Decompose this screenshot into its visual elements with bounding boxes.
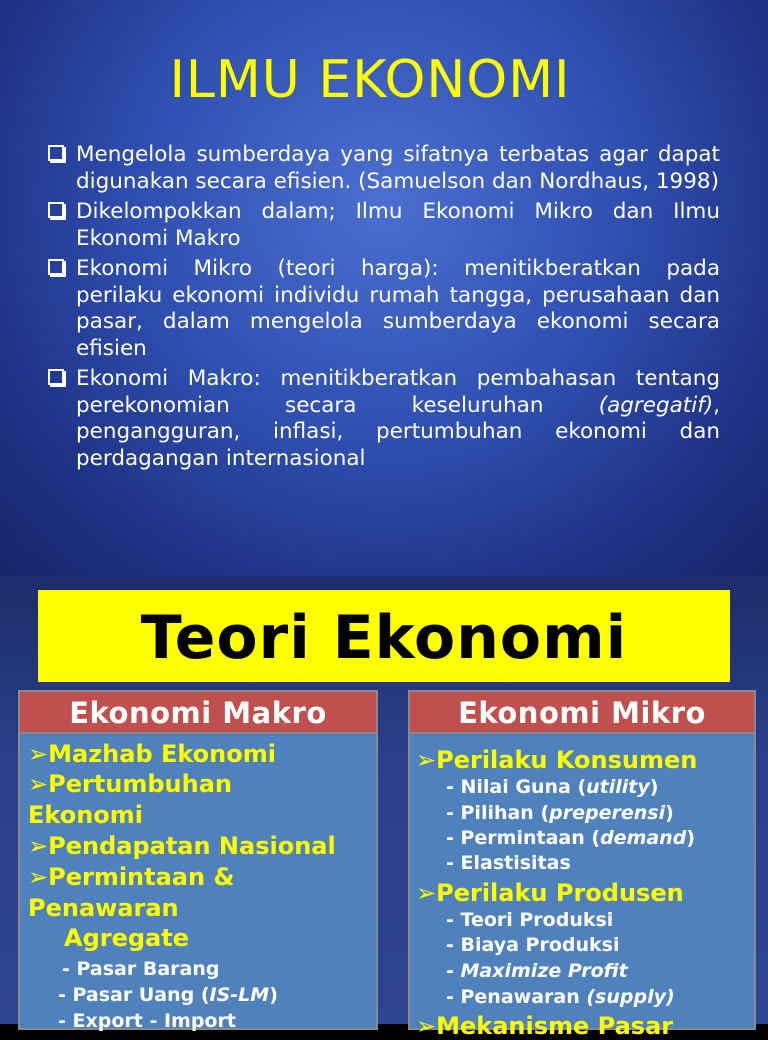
list-item: ➢Mazhab Ekonomi <box>28 740 276 768</box>
column-body <box>18 734 378 1030</box>
sub-item: - Pilihan (preperensi) <box>446 802 674 824</box>
bullet-text: Dikelompokkan dalam; Ilmu Ekonomi Mikro dan Ilmu Ekonomi Makro <box>76 199 720 251</box>
list-item: Ekonomi <box>28 801 144 829</box>
column-ekonomi-makro <box>18 690 378 1030</box>
slide-title: ILMU EKONOMI <box>169 50 571 110</box>
list-item: ➢Perilaku Produsen <box>416 879 684 907</box>
bullet-text-post: , pengangguran, inflasi, pertumbuhan ekonomi dan perdagangan internasional <box>76 392 720 471</box>
bullet-text: Ekonomi Mikro (teori harga): menitikberatkan pada perilaku ekonomi individu rumah tangga, perusahaan dan pasar, dalam mengelola sumberdaya ekonomi secara efisien <box>76 256 720 361</box>
sub-item: - Pasar Barang <box>62 958 220 980</box>
slide-title: Teori Ekonomi <box>140 603 628 673</box>
sub-item: - Export - Import <box>58 1010 236 1032</box>
bullet-item <box>46 256 720 362</box>
slide-teori-ekonomi <box>0 576 768 1040</box>
bullet-item <box>46 142 720 195</box>
checkbox-bullet-icon <box>48 202 64 218</box>
list-item: Penawaran <box>28 894 179 922</box>
checkbox-bullet-icon <box>48 259 64 275</box>
list-item: ➢Pendapatan Nasional <box>28 832 336 860</box>
sub-item: - Biaya Produksi <box>446 934 620 956</box>
sub-item: - Permintaan (demand) <box>446 827 695 849</box>
bullet-text-pre: Ekonomi Makro: menitikberatkan pembahasan tentang perekonomian secara keseluruhan <box>76 366 720 418</box>
column-header: Ekonomi Mikro <box>408 690 756 734</box>
sub-item: - Pasar Uang (IS-LM) <box>58 984 278 1006</box>
list-item: Agregate <box>64 924 189 952</box>
sub-item: - Penawaran (supply) <box>446 986 675 1008</box>
bullet-list <box>46 142 720 476</box>
bullet-item <box>46 199 720 252</box>
bullet-item <box>46 366 720 472</box>
bullet-text-italic: (agregatif) <box>598 392 714 418</box>
list-item: ➢Pertumbuhan <box>28 770 233 798</box>
checkbox-bullet-icon <box>48 369 64 385</box>
sub-item: - Maximize Profit <box>446 960 628 982</box>
bullet-text: Mengelola sumberdaya yang sifatnya terbatas agar dapat digunakan secara efisien. (Samuelson dan Nordhaus, 1998) <box>76 142 720 194</box>
sub-item: - Teori Produksi <box>446 909 614 931</box>
column-ekonomi-mikro <box>408 690 756 1040</box>
title-banner <box>38 590 730 682</box>
column-header: Ekonomi Makro <box>18 690 378 734</box>
sub-item: - Elastisitas <box>446 852 571 874</box>
column-body <box>408 734 756 1040</box>
sub-item: - Nilai Guna (utility) <box>446 776 659 798</box>
checkbox-bullet-icon <box>48 145 64 161</box>
list-item: ➢Permintaan & <box>28 863 235 891</box>
list-item: ➢Mekanisme Pasar <box>416 1012 674 1040</box>
list-item: ➢Perilaku Konsumen <box>416 746 698 774</box>
